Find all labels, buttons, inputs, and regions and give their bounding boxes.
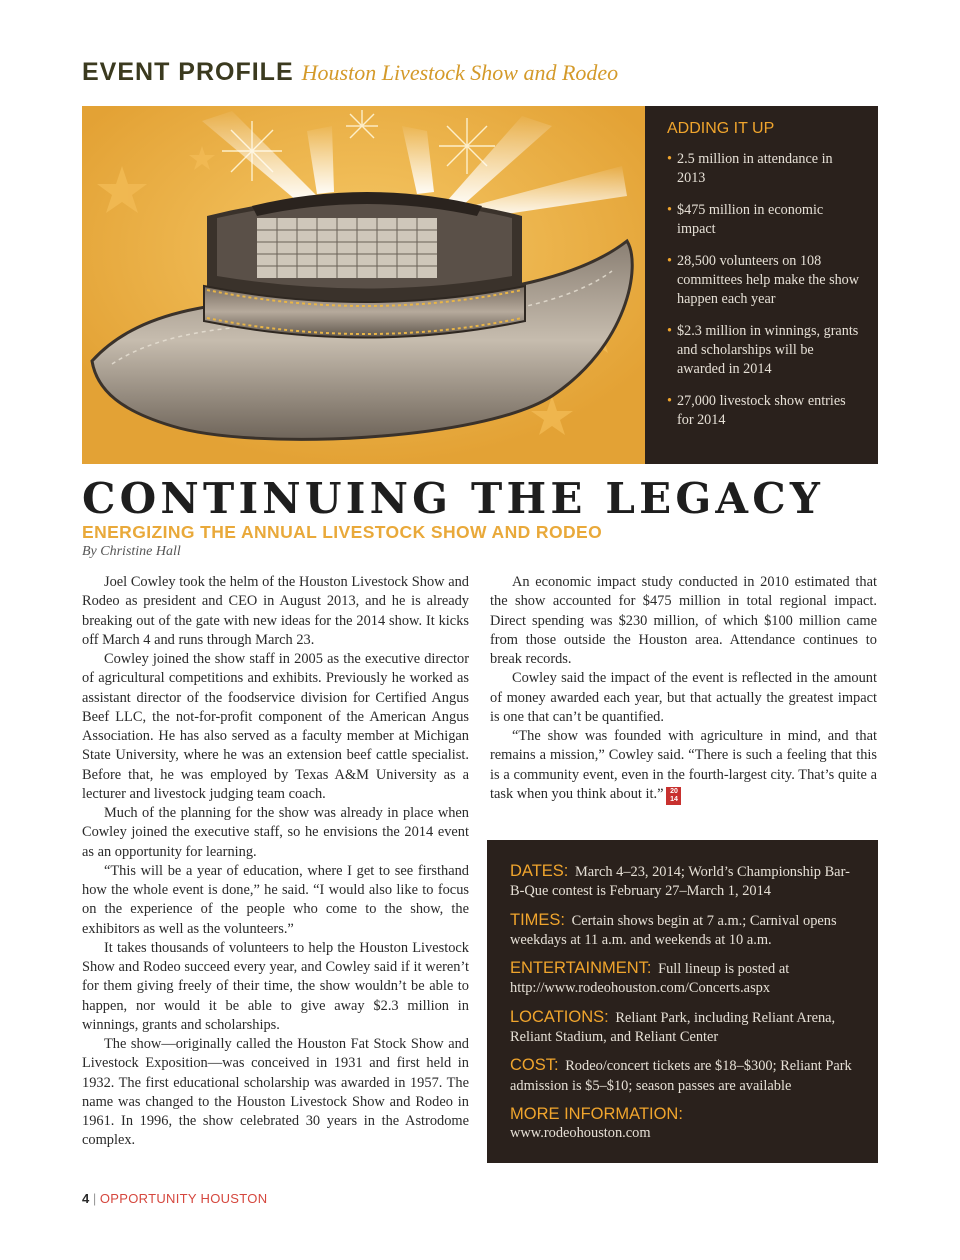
stat-item <box>667 322 860 379</box>
bullet-icon: • <box>667 393 672 409</box>
page-footer <box>82 1191 267 1206</box>
end-of-article-icon <box>666 787 681 805</box>
info-text: Certain shows begin at 7 a.m.; Carnival opens weekdays at 11 a.m. and weekends at 10 a.m. <box>510 912 837 948</box>
info-text: Full lineup is posted at http://www.rodeohouston.com/Concerts.aspx <box>510 961 790 997</box>
info-text: March 4–23, 2014; World’s Championship Bar-B-Que contest is February 27–March 1, 2014 <box>510 864 850 900</box>
bullet-icon: • <box>667 253 672 269</box>
footer-separator: | <box>92 1191 97 1206</box>
article-headline: CONTINUING THE LEGACY <box>82 474 825 523</box>
end-mark-top: 20 <box>670 787 678 795</box>
event-info-box <box>487 840 878 1163</box>
info-label: COST: <box>510 1056 559 1075</box>
info-item-entertainment <box>510 959 858 999</box>
stat-text: $475 million in economic impact <box>677 202 824 237</box>
info-label: ENTERTAINMENT: <box>510 959 652 978</box>
info-label: MORE INFORMATION: <box>510 1104 683 1123</box>
article-paragraph: Much of the planning for the show was already in place when Cowley joined the executive staff, so he envisions the 2014 event as an opportunity for learning. <box>82 805 469 860</box>
bullet-icon: • <box>667 151 672 167</box>
bullet-icon: • <box>667 202 672 218</box>
info-label: LOCATIONS: <box>510 1007 609 1026</box>
stat-item <box>667 150 860 188</box>
article-subhead: ENERGIZING THE ANNUAL LIVESTOCK SHOW AND RODEO <box>82 522 603 542</box>
page-header <box>82 58 618 87</box>
stat-text: 2.5 million in attendance in 2013 <box>677 151 833 186</box>
info-item-locations <box>510 1008 858 1048</box>
info-website-link[interactable]: www.rodeohouston.com <box>510 1125 651 1142</box>
sidebar-title: ADDING IT UP <box>667 120 775 137</box>
info-item-dates <box>510 862 858 902</box>
info-item-cost <box>510 1056 858 1096</box>
article-byline: By Christine Hall <box>82 544 181 559</box>
stat-item <box>667 392 860 430</box>
cowboy-hat-stadium-illustration <box>82 106 645 464</box>
info-label: DATES: <box>510 862 569 880</box>
stat-text: $2.3 million in winnings, grants and scholarships will be awarded in 2014 <box>677 323 859 377</box>
stat-item <box>667 252 860 309</box>
stat-text: 27,000 livestock show entries for 2014 <box>677 393 846 428</box>
info-text: Rodeo/concert tickets are $18–$300; Reliant Park admission is $5–$10; season passes are available <box>510 1058 852 1094</box>
info-item-times <box>510 911 858 951</box>
page-number: 4 <box>82 1191 90 1206</box>
stat-text: 28,500 volunteers on 108 committees help make the show happen each year <box>677 253 860 307</box>
article-paragraph: Joel Cowley took the helm of the Houston Livestock Show and Rodeo as president and CEO in August 2013, and he is already breaking out of the gate with new ideas for the 2014 show. It kicks off March 4 and runs through March 23. <box>82 574 469 648</box>
section-kicker: EVENT PROFILE <box>82 58 294 86</box>
section-kicker-subtitle: Houston Livestock Show and Rodeo <box>301 60 619 85</box>
article-paragraph: An economic impact study conducted in 2010 estimated that the show accounted for $475 million in total regional impact. Direct spending was $230 million, of which $100 million came from those outside the Houston area. Attendance continues to break records. <box>490 574 877 667</box>
publication-name: OPPORTUNITY HOUSTON <box>99 1191 268 1206</box>
article-paragraph: It takes thousands of volunteers to help the Houston Livestock Show and Rodeo succeed every year, and Cowley said if it weren’t for them giving freely of their time, the show wouldn’t be able to happen, nor would it be able to give away $2.3 million in winnings, grants and scholarships. <box>82 939 469 1033</box>
info-label: TIMES: <box>510 910 566 929</box>
bullet-icon: • <box>667 323 672 339</box>
end-mark-bottom: 14 <box>670 795 678 803</box>
info-item-more <box>510 1105 858 1144</box>
stat-item <box>667 201 860 239</box>
article-paragraph: Cowley joined the show staff in 2005 as the executive director of agricultural competitions and exhibits. Previously he worked as assistant director of the foodservice division for Certified Angus Beef LLC, the not-for-profit component of the American Angus Association. He has also served as a faculty member at Michigan State University, where he was an extension beef cattle specialist. Before that, he was employed by Texas A&M University as a lecturer and livestock judging team coach. <box>82 651 469 802</box>
article-paragraph-last <box>490 727 877 805</box>
article-paragraph-text: “The show was founded with agriculture in mind, and that remains a mission,” Cowley said. “There is such a feeling that this is a community event, even in the fourth-largest city. That’s quite a task when you think about it.” <box>490 728 877 802</box>
article-column-right <box>490 573 877 805</box>
stats-sidebar <box>645 106 878 464</box>
article-paragraph: Cowley said the impact of the event is reflected in the amount of money awarded each year, but that actually the greatest impact is one that can’t be quantified. <box>490 670 877 725</box>
article-paragraph: “This will be a year of education, where I get to see firsthand how the whole event is done,” he said. “I would also like to focus on the experience of the people who come to the show, the exhibitors as well as the volunteers.” <box>82 862 469 937</box>
article-column-left <box>82 573 469 1151</box>
article-paragraph: The show—originally called the Houston Fat Stock Show and Livestock Exposition—was conceived in 1931 and first held in 1932. The first educational scholarship was awarded in 1957. The name was changed to the Houston Livestock Show and Rodeo in 1961. In 1996, the show celebrated 30 years in the Astrodome complex. <box>82 1036 469 1149</box>
info-text: Reliant Park, including Reliant Arena, Reliant Stadium, and Reliant Center <box>510 1009 836 1046</box>
